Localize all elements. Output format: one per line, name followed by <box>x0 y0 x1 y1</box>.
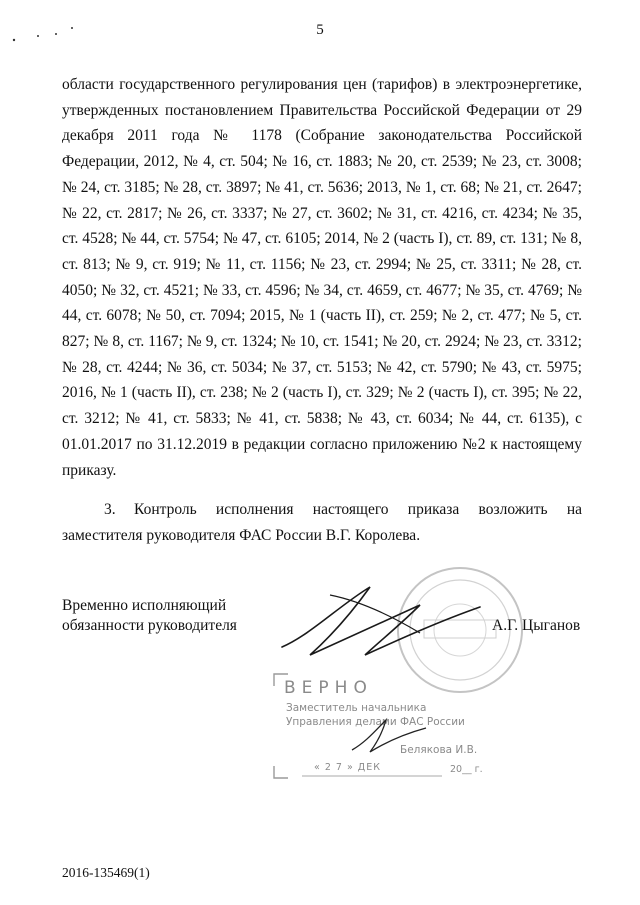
stamp-word: ВЕРНО <box>284 678 373 698</box>
signer-name: А.Г. Цыганов <box>492 617 581 634</box>
item-number: 3. <box>104 501 116 519</box>
signer-title-line-1: Временно исполняющий <box>62 597 227 614</box>
paragraph-continued: области государственного регулирования цен (тарифов) в электроэнергетике, утвержденных постановлением Правительства Российской Федерации от 29 декабря 2011 года № 1178 (Собрание законодательства Российской Федерации, 2012, № 4, ст. 504; № 16, ст. 1883; № 20, ст. 2539; № 23, ст. 3008; № 24, ст. 3185; № 28, ст. 3897; № 41, ст. 5636; 2013, № 1, ст. 68; № 21, ст. 2647; № 22, ст. 2817; № 26, ст. 3337; № 27, ст. 3602; № 31, ст. 4216, ст. 4234; № 35, ст. 4528; № 44, ст. 5754; № 47, ст. 6105; 2014, № 2 (часть I), ст. 89, ст. 131; № 8, ст. 813; № 9, ст. 919; № 11, ст. 1156; № 23, ст. 2994; № 25, ст. 3311; № 28, ст. 4050; № 32, ст. 4521; № 33, ст. 4596; № 34, ст. 4659, ст. 4677; № 35, ст. 4769; № 44, ст. 6078; № 50, ст. 7094; 2015, № 1 (часть II), ст. 259; № 2, ст. 477; № 5, ст. 827; № 8, ст. 1167; № 9, ст. 1324; № 10, ст. 1541; № 20, ст. 2924; № 23, ст. 3312; № 28, ст. 4244; № 36, ст. 5034; № 37, ст. 5153; № 42, ст. 5790; № 43, ст. 5975; 2016, № 1 (часть II), ст. 238; № 2 (часть I), ст. 329; № 2 (часть I), ст. 395; № 22, ст. 3212; № 41, ст. 5833; № 41, ст. 5838; № 43, ст. 6034; № 44, ст. 6135), с 01.01.2017 по 31.12.2019 в редакции согласно приложению №2 к настоящему приказу. <box>62 76 582 479</box>
paragraph-item-3 <box>62 497 582 548</box>
stamp-date: « 2 7 » ДЕК <box>314 762 381 773</box>
verification-stamp <box>272 672 504 780</box>
signer-title-line-2: обязанности руководителя <box>62 617 237 634</box>
item-text: Контроль исполнения настоящего приказа возложить на заместителя руководителя ФАС России В.Г. Королева. <box>62 501 582 544</box>
document-id: 2016-135469(1) <box>62 865 150 880</box>
document-body <box>62 72 582 549</box>
signer-title <box>62 596 237 636</box>
stamp-name: Белякова И.В. <box>400 744 478 756</box>
page-number: 5 <box>316 22 324 38</box>
stamp-line-2: Управления делами ФАС России <box>286 716 465 728</box>
handwritten-signature <box>270 575 500 665</box>
stamp-line-1: Заместитель начальника <box>286 702 427 714</box>
stamp-year: 20__ г. <box>450 764 483 775</box>
